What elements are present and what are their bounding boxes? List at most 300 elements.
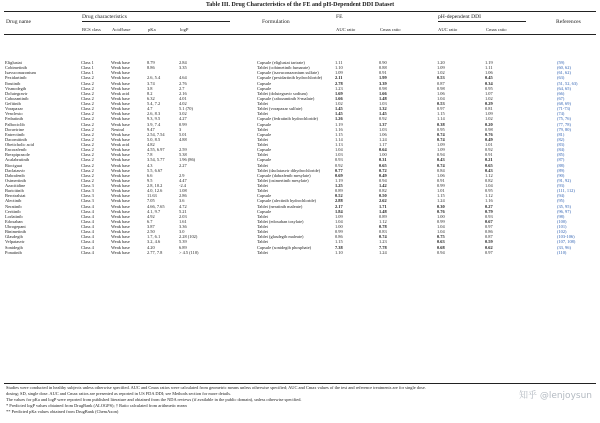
acid-base-cell: Weak base <box>111 218 130 224</box>
ph-cmax-cell: 0.97 <box>485 224 493 229</box>
formulation-cell: Capsule (cabozantinib S-malate) <box>257 95 315 101</box>
formulation-cell: Tablet <box>257 142 268 147</box>
acid-base-cell: Weak base <box>111 239 130 245</box>
formulation-cell: Tablet <box>257 229 268 235</box>
drug-name-cell: Osimertinib <box>5 177 26 183</box>
ph-auc-cell: 1.24 <box>437 198 445 204</box>
fe-auc-cell: 1.26 <box>335 116 343 122</box>
reference-cell: (77, 78) <box>557 121 571 127</box>
bcs-cell: Class 2 <box>81 106 94 112</box>
bcs-cell: Class 2 <box>81 121 94 127</box>
fe-cmax-cell: 0.88 <box>379 65 387 71</box>
pka-cell: 3.2, 4.6 <box>147 239 161 245</box>
drug-name-cell: Entrectinib <box>5 131 25 137</box>
col-header-bcs: BCS class <box>82 27 101 32</box>
ph-auc-cell: 1.14 <box>437 116 445 122</box>
reference-cell: (110) <box>557 249 567 255</box>
reference-cell: (67) <box>557 95 565 101</box>
formulation-cell: Capsule (sonidegib phosphate) <box>257 244 312 250</box>
drug-name-cell: Venclexto <box>5 111 23 117</box>
fe-auc-cell: 0.77 <box>335 167 343 173</box>
pka-cell: 3.74 <box>147 80 155 86</box>
formulation-cell: Capsule <box>257 121 272 127</box>
fe-auc-cell: 1.09 <box>335 70 343 76</box>
fe-auc-cell: 1.45 <box>335 106 343 112</box>
fe-cmax-cell: 1.24 <box>379 136 387 142</box>
reference-cell: (88) <box>557 162 565 168</box>
ph-auc-cell: 0.91 <box>437 177 445 183</box>
ph-cmax-cell: 0.43 <box>485 167 493 173</box>
pka-cell: 4.20 <box>147 244 155 250</box>
drug-name-cell: Ponatinib <box>5 249 22 255</box>
fe-cmax-cell: 0.90 <box>379 60 387 65</box>
fe-cmax-cell: 1.48 <box>379 95 387 101</box>
formulation-cell: Capsule <box>257 147 272 153</box>
logp-cell: 2.16 <box>179 90 187 96</box>
col-group-ph-ddi: pH-dependent DDI <box>438 14 482 20</box>
logp-cell: 0.99 <box>179 121 187 127</box>
bcs-cell: Class 4 <box>81 218 94 224</box>
pka-cell: 8.86 <box>147 65 155 71</box>
col-header-drug-name: Drug name <box>6 19 32 25</box>
watermark: 知乎 @lenjoysun <box>518 391 592 401</box>
bcs-cell: Class 2 <box>81 162 94 168</box>
bcs-cell: Class 2 <box>81 177 94 183</box>
fe-auc-cell: 2.88 <box>335 198 343 204</box>
pka-cell: 4.0, 12.6 <box>147 188 163 194</box>
ph-auc-cell: 1.09 <box>437 142 445 147</box>
fe-auc-cell: 2.11 <box>335 75 343 81</box>
fe-cmax-cell: 1.99 <box>379 75 387 81</box>
reference-cell: (74) <box>557 111 565 117</box>
bcs-cell: Class 2 <box>81 75 94 81</box>
drug-name-cell: Berotralstat <box>5 193 26 199</box>
ph-cmax-cell: 0.79 <box>485 208 493 214</box>
reference-cell: (61, 62) <box>557 70 571 76</box>
logp-cell: 2.76 <box>179 80 187 86</box>
table-bottom-rule <box>4 383 596 384</box>
pka-cell: 4.55, 6.97 <box>147 147 165 153</box>
pka-cell: 4.7 <box>147 106 153 112</box>
logp-cell: 1.96 (86) <box>179 157 196 163</box>
logp-cell: 4.01 <box>179 95 187 101</box>
reference-cell: (60, 62) <box>557 65 571 71</box>
drug-name-cell: Brexpiprazole <box>5 152 30 158</box>
acid-base-cell: Weak base <box>111 65 130 71</box>
reference-cell: (66) <box>557 90 565 96</box>
pka-cell: 8.79 <box>147 60 155 65</box>
bcs-cell: Class 3 <box>81 183 94 188</box>
ph-cmax-cell: 1.01 <box>485 142 493 147</box>
logp-cell: 2.28 (102) <box>179 234 198 240</box>
pka-cell: 4.82 <box>147 142 155 147</box>
ph-cmax-cell: 0.91 <box>485 152 493 158</box>
ph-auc-cell: 0.76 <box>437 208 445 214</box>
acid-base-cell: Weak base <box>111 183 130 188</box>
top-rule <box>4 11 596 12</box>
fe-cmax-cell: 0.98 <box>379 85 387 91</box>
acid-base-cell: Weak acid <box>111 90 130 96</box>
logp-cell: 2.86 <box>179 193 187 199</box>
ph-auc-cell: 1.02 <box>437 70 445 76</box>
drug-name-cell: Glasdegib <box>5 234 23 240</box>
ph-cmax-cell: 0.82 <box>485 177 493 183</box>
pka-cell: 2.54, 7.54 <box>147 131 165 137</box>
logp-cell: 2.7 <box>179 85 185 91</box>
ph-cmax-cell: 0.87 <box>485 234 493 240</box>
ph-cmax-cell: 0.34 <box>485 80 493 86</box>
pka-cell: 5.0, 8.5 <box>147 136 161 142</box>
reference-cell: (51, 52, 63) <box>557 80 578 86</box>
reference-cell: (71-73) <box>557 106 571 112</box>
drug-name-cell: Dolutegravir <box>5 90 28 96</box>
drug-name-cell: Encorafenib <box>5 147 27 153</box>
footnote-5: ** Predicted pKa values obtained from DrugBank (ChemAxon) <box>6 409 119 414</box>
drug-name-cell: Binimetinib <box>5 229 26 235</box>
fe-auc-cell: 1.10 <box>335 249 343 255</box>
col-header-logp: logP <box>180 27 189 32</box>
fe-cmax-cell: 0.72 <box>379 167 387 173</box>
drug-name-cell: Dacomitinib <box>5 136 27 142</box>
ph-cmax-cell: 1.19 <box>485 60 493 65</box>
bcs-cell: Class 2 <box>81 101 94 106</box>
reference-cell: (94) <box>557 193 565 199</box>
formulation-cell: Tablet (daclatasvir dihydrochloride) <box>257 167 321 173</box>
acid-base-cell: Weak base <box>111 131 130 137</box>
fe-cmax-cell: 1.37 <box>379 121 387 127</box>
fe-cmax-cell: 1.24 <box>379 249 387 255</box>
ph-auc-cell: 0.99 <box>437 218 445 224</box>
drug-name-cell: Dabrafenib <box>5 172 25 178</box>
reference-cell: (63) <box>557 75 565 81</box>
pka-cell: 5.4, 7.2 <box>147 101 161 106</box>
ph-cmax-cell: 1.02 <box>485 116 493 122</box>
ph-cmax-cell: 0.95 <box>485 85 493 91</box>
fe-cmax-cell: 1.71 <box>379 203 387 209</box>
ph-auc-cell: 0.74 <box>437 162 445 168</box>
ph-auc-cell: 0.74 <box>437 136 445 142</box>
pka-cell: 1.7, 6.1 <box>147 234 161 240</box>
bcs-cell: Class 2 <box>81 147 94 153</box>
acid-base-cell: Weak base <box>111 157 130 163</box>
drug-name-cell: Sonidegib <box>5 244 23 250</box>
bcs-cell: Class 2 <box>81 167 94 173</box>
acid-base-cell: Weak base <box>111 203 130 209</box>
pka-cell: 4.3 <box>147 162 153 168</box>
ph-auc-cell: 0.99 <box>437 183 445 188</box>
ph-auc-cell: 1.00 <box>437 213 445 219</box>
pka-cell: 3.8 <box>147 85 153 91</box>
bcs-cell: Class 3 <box>81 188 94 194</box>
reference-cell: (81) <box>557 131 565 137</box>
reference-cell: (68, 69) <box>557 101 571 106</box>
reference-cell: (91, 92) <box>557 177 571 183</box>
pka-cell: 9.3, 9.5 <box>147 116 161 122</box>
logp-cell: 3.36 <box>179 224 187 229</box>
pka-cell: 9.5 <box>147 177 153 183</box>
fe-auc-cell: 0.86 <box>335 234 343 240</box>
fe-auc-cell: 0.69 <box>335 172 343 178</box>
reference-cell: (85) <box>557 152 565 158</box>
col-header-fe-auc: AUC ratio <box>336 27 356 32</box>
reference-cell: (90) <box>557 172 565 178</box>
fe-cmax-cell: 1.00 <box>379 152 387 158</box>
acid-base-cell: Weak base <box>111 70 130 76</box>
reference-cell: (107, 108) <box>557 239 576 245</box>
ph-cmax-cell: 0.92 <box>485 147 493 153</box>
pka-cell: 3.9, 7.4 <box>147 121 161 127</box>
drug-name-cell: Azacitidine <box>5 183 26 188</box>
ph-auc-cell: 0.74 <box>437 131 445 137</box>
formulation-cell: Tablet <box>257 101 268 106</box>
drug-name-cell: Ibrutinib <box>5 80 21 86</box>
fe-cmax-cell: 1.32 <box>379 106 387 112</box>
header-bottom-rule <box>4 34 596 35</box>
logp-cell: 2.59 <box>179 147 187 153</box>
ph-auc-cell: 0.38 <box>437 121 445 127</box>
logp-cell: 4.64 <box>179 75 187 81</box>
reference-cell: (111, 112) <box>557 188 575 194</box>
bcs-cell: Class 4 <box>81 244 94 250</box>
logp-cell: 4.88 <box>179 136 187 142</box>
drug-name-cell: Gefitinib <box>5 101 21 106</box>
reference-cell: (64, 65) <box>557 85 571 91</box>
reference-cell: (98) <box>557 213 565 219</box>
acid-base-cell: Weak base <box>111 167 130 173</box>
bcs-cell: Class 2 <box>81 157 94 163</box>
drug-name-cell: Daclatasvir <box>5 167 25 173</box>
pka-cell: 6.7 <box>147 218 153 224</box>
fe-cmax-cell: 2.62 <box>379 198 387 204</box>
logp-cell: 4.72 <box>179 203 187 209</box>
fe-auc-cell: 1.03 <box>335 152 343 158</box>
drug-name-cell: Baricitinib <box>5 188 24 194</box>
logp-cell: 2.27 <box>179 162 187 168</box>
formulation-cell: Capsule <box>257 80 272 86</box>
logp-cell: 5.38 <box>179 152 187 158</box>
drug-name-cell: Obeticholic acid <box>5 142 34 147</box>
fe-auc-cell: 1.04 <box>335 218 343 224</box>
ph-auc-cell: 0.30 <box>437 203 445 209</box>
reference-cell: (89) <box>557 167 565 173</box>
acid-base-cell: Neutral <box>111 126 125 132</box>
fe-cmax-cell: 0.78 <box>379 224 387 229</box>
fe-auc-cell: 1.09 <box>335 213 343 219</box>
bcs-cell: Class 3 <box>81 198 94 204</box>
logp-cell: 5.39 <box>179 239 187 245</box>
fe-cmax-cell: 1.48 <box>379 208 387 214</box>
formulation-cell: Tablet <box>257 136 268 142</box>
reference-cell: (103-106) <box>557 234 575 240</box>
acid-base-cell: Weak base <box>111 101 130 106</box>
acid-base-cell: Weak base <box>111 116 130 122</box>
fe-cmax-cell: 1.03 <box>379 101 387 106</box>
logp-cell: 6.89 <box>179 244 187 250</box>
logp-cell: > 4.5 (110) <box>179 249 199 255</box>
col-header-ph-auc: AUC ratio <box>438 27 458 32</box>
formulation-cell: Tablet <box>257 111 268 117</box>
logp-cell: 4.47 <box>179 177 187 183</box>
ph-auc-cell: 0.87 <box>437 80 445 86</box>
bcs-cell: Class 2 <box>81 131 94 137</box>
fe-cmax-cell: 0.82 <box>379 188 387 194</box>
drug-name-cell: Cabozantinib <box>5 95 29 101</box>
ph-cmax-cell: 0.81 <box>485 106 493 112</box>
pka-cell: 3.54, 5.77 <box>147 157 165 163</box>
drug-name-cell: Vismodegib <box>5 85 27 91</box>
ph-cmax-cell: 0.65 <box>485 162 493 168</box>
ph-cmax-cell: 0.59 <box>485 239 493 245</box>
acid-base-cell: Weak base <box>111 213 130 219</box>
col-header-fe-cmax: Cmax ratio <box>380 27 401 32</box>
col-group-drug-characteristics: Drug characteristics <box>82 14 127 20</box>
logp-cell: 5.01 <box>179 131 187 137</box>
formulation-cell: Tablet <box>257 126 268 132</box>
drug-name-cell: Eliglustat <box>5 60 22 65</box>
drug-name-cell: Ubrogepant <box>5 224 26 229</box>
acid-base-cell: Weak base <box>111 172 130 178</box>
reference-cell: (35, 95) <box>557 203 571 209</box>
formulation-cell: Capsule (dabrafenib mesylate) <box>257 172 311 178</box>
fe-cmax-cell: 0.74 <box>379 234 387 240</box>
acid-base-cell: Weak base <box>111 224 130 229</box>
pka-cell: 4.1, 9.7 <box>147 208 161 214</box>
formulation-cell: Tablet (glasdegib maleate) <box>257 234 304 240</box>
logp-cell: 3.35 <box>179 65 187 71</box>
ph-auc-cell: 0.75 <box>437 234 445 240</box>
ph-auc-cell: 1.09 <box>437 65 445 71</box>
table-row <box>4 250 596 255</box>
formulation-cell: Tablet <box>257 183 268 188</box>
logp-cell: 5.21 <box>179 208 187 214</box>
bcs-cell: Class 2 <box>81 111 94 117</box>
ph-auc-cell: 0.84 <box>437 167 445 173</box>
bcs-cell: Class 4 <box>81 234 94 240</box>
drug-table <box>4 60 596 255</box>
fe-cmax-cell: 1.42 <box>379 183 387 188</box>
fe-auc-cell: 0.89 <box>335 188 343 194</box>
fe-auc-cell: 1.45 <box>335 111 343 117</box>
formulation-cell: Capsule (alectinib hydrochloride) <box>257 198 317 204</box>
footnote-2: dosing; SD, single dose. AUC and Cmax ratios are presented as reported in US FDA DDI; see Methods section for more details. <box>6 391 232 396</box>
drug-name-cell: Vorapaxar <box>5 106 23 112</box>
bcs-cell: Class 4 <box>81 208 94 214</box>
ph-cmax-cell: 1.02 <box>485 95 493 101</box>
ph-cmax-cell: 1.11 <box>485 65 493 71</box>
formulation-cell: Capsule <box>257 157 272 163</box>
bcs-cell: Class 2 <box>81 80 94 86</box>
ph-cmax-cell: 1.12 <box>485 193 493 199</box>
ph-cmax-cell: 0.29 <box>485 101 493 106</box>
formulation-cell: Tablet (vorapaxar sulfate) <box>257 106 303 112</box>
reference-cell: (59) <box>557 60 565 65</box>
pka-cell: 9.47 <box>147 126 155 132</box>
pka-cell: 2.77, 7.8 <box>147 249 163 255</box>
acid-base-cell: Weak base <box>111 208 130 214</box>
ph-auc-cell: 0.94 <box>437 249 445 255</box>
fe-auc-cell: 1.00 <box>335 224 343 229</box>
acid-base-cell: Weak base <box>111 136 130 142</box>
formulation-cell: Capsule (eliglustat tartrate) <box>257 60 305 65</box>
pka-cell: 6.6 <box>147 172 153 178</box>
ph-cmax-cell: 0.20 <box>485 121 493 127</box>
formulation-cell: Tablet <box>257 213 268 219</box>
drug-name-cell: Edoxaban <box>5 218 23 224</box>
bcs-cell: Class 4 <box>81 213 94 219</box>
reference-cell: (82) <box>557 136 565 142</box>
fe-auc-cell: 1.23 <box>335 85 343 91</box>
logp-cell: 3 <box>179 126 182 132</box>
formulation-cell: Capsule <box>257 208 272 214</box>
formulation-cell: Tablet <box>257 188 268 194</box>
formulation-cell: Tablet <box>257 152 268 158</box>
fe-auc-cell: 1.69 <box>335 90 343 96</box>
fe-auc-cell: 1.04 <box>335 147 343 153</box>
formulation-cell: Tablet (cobimetinib fumarate) <box>257 65 310 71</box>
fe-cmax-cell: 0.31 <box>379 157 387 163</box>
logp-cell: 1.08 <box>179 188 187 194</box>
fe-auc-cell: 7.38 <box>335 244 343 250</box>
bcs-cell: Class 1 <box>81 70 94 76</box>
ph-cmax-cell: 0.45 <box>485 75 493 81</box>
acid-base-cell: Weak base <box>111 244 130 250</box>
fe-auc-cell: 1.66 <box>335 95 343 101</box>
acid-base-cell: Weak base <box>111 60 130 65</box>
acid-base-cell: Weak base <box>111 147 130 153</box>
col-header-acid-base: Acid/base <box>112 27 131 32</box>
drug-name-cell: Isavuconazonium <box>5 70 36 76</box>
fe-auc-cell: 1.13 <box>335 142 343 147</box>
col-header-ph-cmax: Cmax ratio <box>486 27 507 32</box>
table-caption: Table III. Drug Characteristics of the FE and pH-Dependent DDI Dataset <box>205 2 395 8</box>
fe-cmax-cell: 7.78 <box>379 244 387 250</box>
bcs-cell: Class 4 <box>81 224 94 229</box>
formulation-cell: Capsule <box>257 85 272 91</box>
formulation-cell: Tablet <box>257 239 268 245</box>
bcs-cell: Class 2 <box>81 90 94 96</box>
formulation-cell: Capsule (pexidartinib hydrochloride) <box>257 75 323 81</box>
drug-name-cell: Cobimetinib <box>5 65 27 71</box>
col-header-references: References <box>556 19 581 25</box>
ph-auc-cell: 1.04 <box>437 224 445 229</box>
pka-cell: 2.6, 5.4 <box>147 75 161 81</box>
formulation-cell: Tablet (osimertinib mesylate) <box>257 177 309 183</box>
bcs-cell: Class 4 <box>81 239 94 245</box>
logp-cell: -2.4 <box>179 183 186 188</box>
bcs-cell: Class 4 <box>81 203 94 209</box>
bcs-cell: Class 2 <box>81 172 94 178</box>
reference-cell: (84) <box>557 147 565 153</box>
acid-base-cell: Weak base <box>111 85 130 91</box>
bcs-cell: Class 2 <box>81 142 94 147</box>
ph-auc-cell: 0.98 <box>437 85 445 91</box>
fe-auc-cell: 1.11 <box>335 60 343 65</box>
fe-auc-cell: 0.52 <box>335 193 343 199</box>
fe-auc-cell: 0.93 <box>335 157 343 163</box>
bcs-cell: Class 2 <box>81 152 94 158</box>
pka-cell: 2.50 <box>147 229 155 235</box>
acid-base-cell: Weak acid <box>111 142 130 147</box>
fe-cmax-cell: 1.45 <box>379 111 387 117</box>
formulation-cell: Capsule (isavuconazonium sulfate) <box>257 70 319 76</box>
col-group-fe: FE <box>336 14 343 20</box>
fe-auc-cell: 1.19 <box>335 177 343 183</box>
ph-cmax-cell: 0.76 <box>485 131 493 137</box>
fe-cmax-cell: 0.49 <box>379 172 387 178</box>
acid-base-cell: Weak base <box>111 249 130 255</box>
fe-cmax-cell: 0.94 <box>379 177 387 183</box>
fe-auc-cell: 1.84 <box>335 208 343 214</box>
